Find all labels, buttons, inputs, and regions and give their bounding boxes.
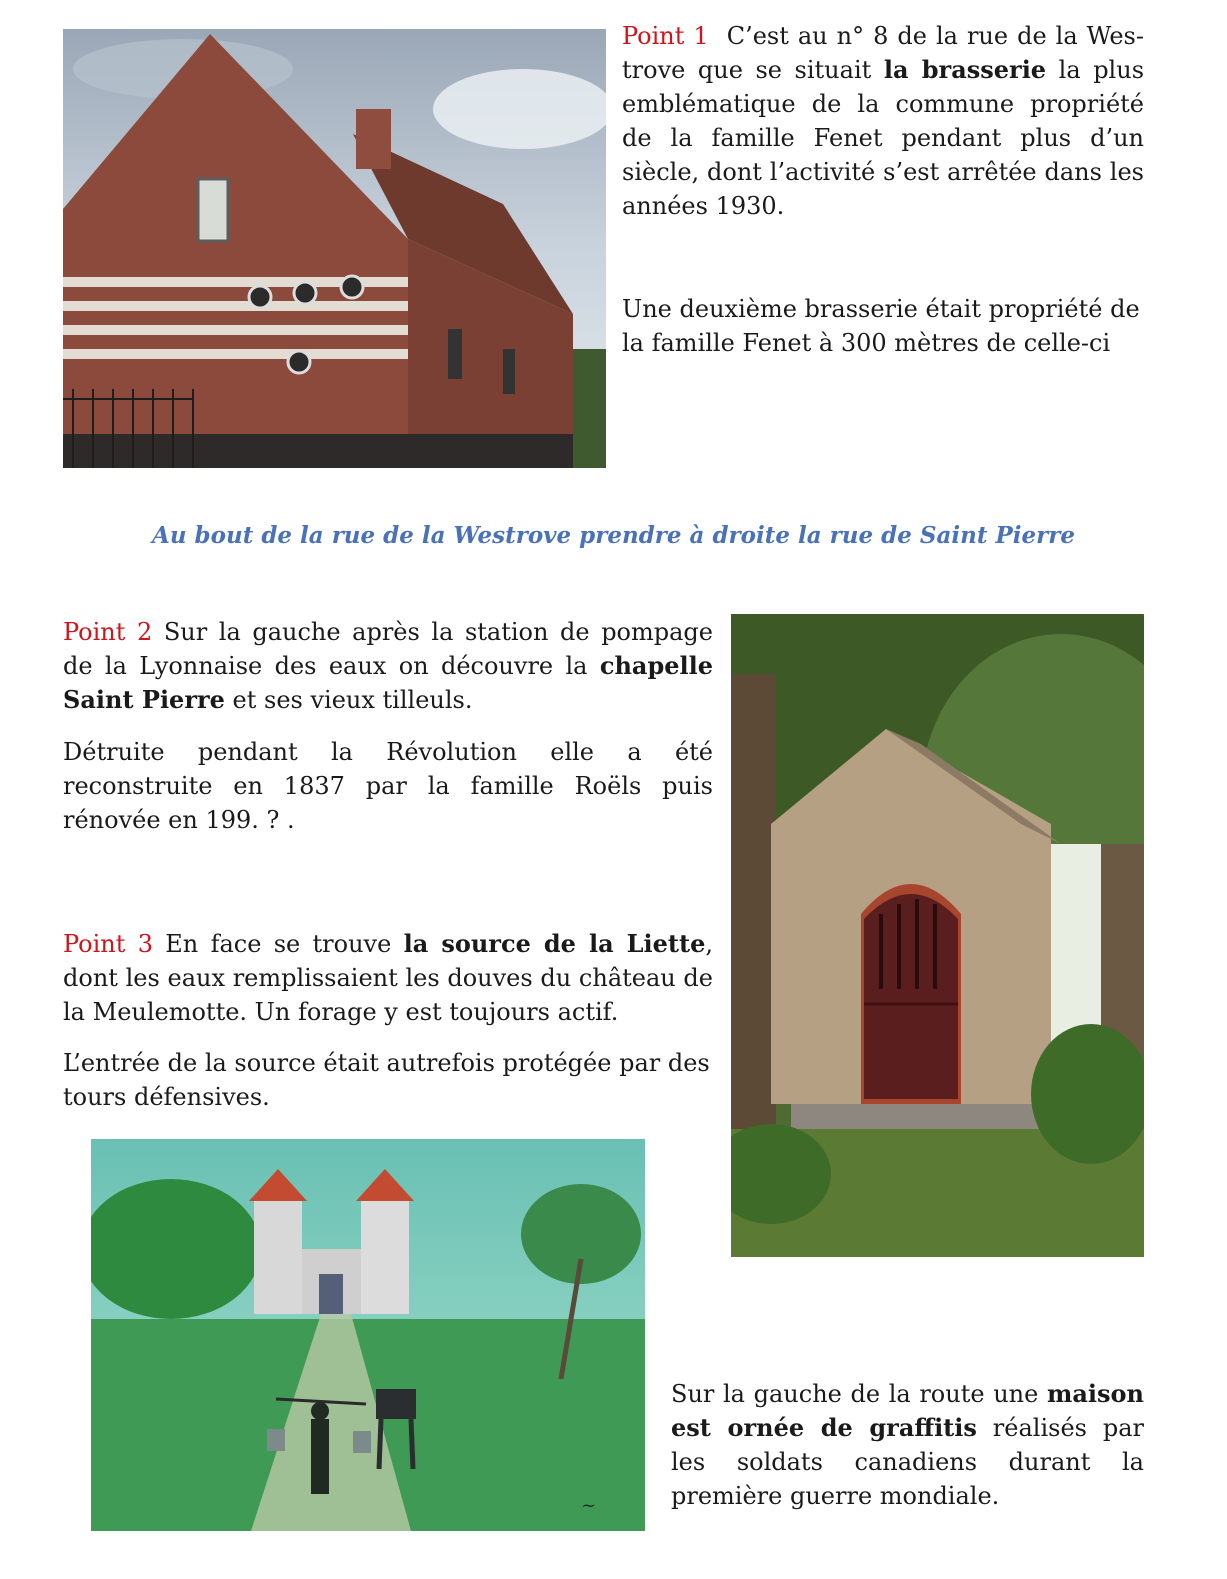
point1-text-after: la plus emblématique de la commune propriété de la famille Fenet pendant plus d’un siècle, dont l’activité s’est arrêtée dans les années 1930. — [622, 56, 1145, 220]
graffiti-text-before: Sur la gauche de la route une — [671, 1380, 1047, 1408]
point1-text-before: C’est au n° 8 de la rue de la Wes-trove que se situait — [622, 22, 1144, 84]
chapel-photo — [731, 614, 1144, 1257]
point2-text-before: Sur la gauche après la station de pompage de la Lyonnaise des eaux on découvre la — [63, 618, 713, 680]
point3-paragraph — [63, 927, 713, 1029]
point1-label: Point 1 — [622, 22, 709, 50]
point3-text-before: En face se trouve — [152, 930, 404, 958]
point2-label: Point 2 — [63, 618, 153, 646]
point2-paragraph — [63, 615, 713, 717]
painting-source-towers — [91, 1139, 645, 1531]
point3-bold-source: la source de la Liette — [403, 929, 706, 958]
graffiti-bold-maison: maison est ornée de graffitis — [671, 1379, 1144, 1442]
point3-second-paragraph: L’entrée de la source était autrefois protégée par des tours défensives. — [63, 1049, 710, 1111]
point3-text-after: , dont les eaux remplissaient les douves du château de la Meulemotte. Un forage y est toujours actif. — [63, 930, 713, 1026]
point1-second-paragraph: Une deuxième brasserie était propriété de la famille Fenet à 300 mètres de celle-ci — [622, 295, 1140, 357]
direction-instruction: Au bout de la rue de la Westrove prendre à droite la rue de Saint Pierre — [151, 522, 1076, 549]
point1-paragraph — [622, 19, 1144, 223]
point2-bold-chapelle: chapelle Saint Pierre — [63, 651, 713, 714]
point3-label: Point 3 — [63, 930, 153, 958]
point2-second-paragraph: Détruite pendant la Révolution elle a été reconstruite en 1837 par la famille Roëls puis rénovée en 199. ? . — [63, 738, 713, 834]
graffiti-text-after: réalisés par les soldats canadiens durant la première guerre mondiale. — [671, 1414, 1144, 1510]
point2-text-after: et ses vieux tilleuls. — [224, 686, 473, 714]
point1-bold-brasserie: la brasserie — [883, 55, 1047, 84]
svg-text:~: ~ — [581, 1495, 597, 1516]
graffiti-paragraph — [671, 1377, 1144, 1513]
brewery-photo — [63, 29, 606, 468]
